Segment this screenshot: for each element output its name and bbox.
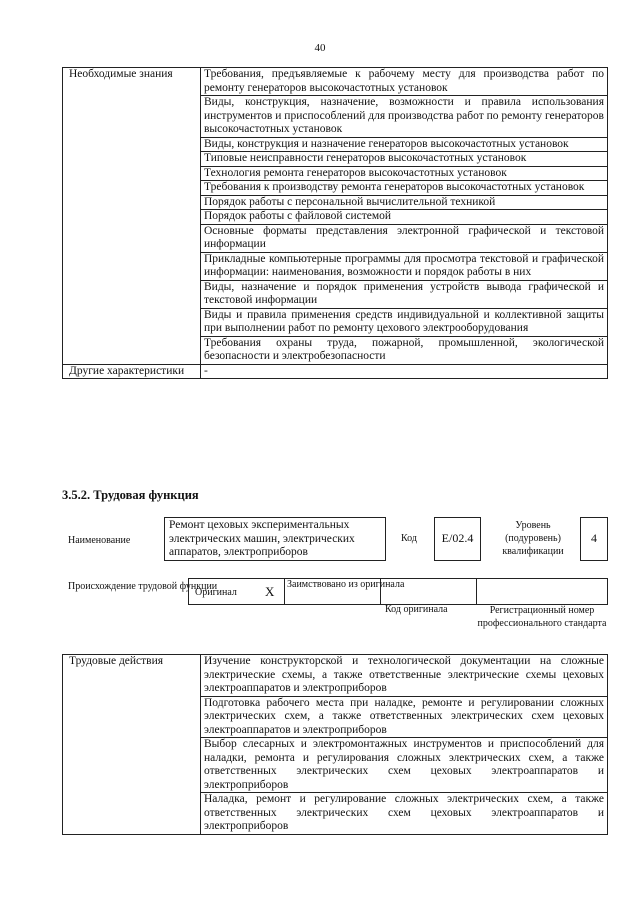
name-label: Наименование [68, 535, 131, 546]
other-value: - [201, 364, 608, 379]
level-label: Уровень (подуровень) квалификации [502, 520, 564, 557]
table-row [63, 364, 608, 379]
action-item: Наладка, ремонт и регулирование сложных электрических схем, а также ответственных электрических схем цеховых электроаппаратов и электроприборов [201, 793, 608, 835]
section-heading: 3.5.2. Трудовая функция [62, 488, 199, 502]
knowledge-item: Основные форматы представления электронной графической и текстовой информации [201, 224, 608, 252]
knowledge-item: Технология ремонта генераторов высокочастотных установок [201, 166, 608, 181]
origin-mark: X [265, 584, 275, 599]
table-row [63, 655, 608, 697]
knowledge-item: Требования охраны труда, пожарной, промышленной, экологической безопасности и электробезопасности [201, 336, 608, 364]
other-label: Другие характеристики [63, 364, 201, 379]
knowledge-label: Необходимые знания [63, 68, 201, 365]
reg-number-label: Регистрационный номер профессионального стандарта [477, 605, 607, 629]
origin-borrowed: Заимствовано из оригинала [287, 579, 405, 590]
knowledge-item: Виды, конструкция и назначение генераторов высокочастотных установок [201, 137, 608, 152]
name-value: Ремонт цеховых экспериментальных электрических машин, электрических аппаратов, электроприборов [164, 517, 386, 561]
knowledge-table [62, 67, 608, 379]
origin-label: Происхождение трудовой функции [68, 581, 218, 592]
knowledge-item: Виды, назначение и порядок применения устройств вывода графической и текстовой информации [201, 280, 608, 308]
knowledge-item: Виды и правила применения средств индивидуальной и коллективной защиты при выполнении работ по ремонту цехового электрооборудования [201, 308, 608, 336]
level-value: 4 [580, 517, 608, 561]
actions-label: Трудовые действия [63, 655, 201, 835]
action-item: Изучение конструкторской и технологической документации на сложные электрические схемы, а также ответственные электрические схемы цеховых электроаппаратов и электроприборов [201, 655, 608, 697]
knowledge-rows [63, 68, 608, 379]
code-original-label: Код оригинала [385, 604, 448, 615]
knowledge-item: Порядок работы с файловой системой [201, 210, 608, 225]
knowledge-item: Типовые неисправности генераторов высокочастотных установок [201, 152, 608, 167]
code-value: E/02.4 [434, 517, 481, 561]
action-item: Подготовка рабочего места при наладке, ремонте и регулировании сложных электрических схем, а также ответственных электрических схем цеховых электроаппаратов и электроприборов [201, 696, 608, 738]
knowledge-item: Требования к производству ремонта генераторов высокочастотных установок [201, 181, 608, 196]
page-number: 40 [314, 42, 326, 54]
origin-original: Оригинал [195, 587, 237, 598]
origin-row [188, 578, 608, 605]
knowledge-item: Требования, предъявляемые к рабочему месту для производства работ по ремонту генераторов высокочастотных установок [201, 68, 608, 96]
code-label: Код [401, 533, 417, 544]
knowledge-item: Виды, конструкция, назначение, возможности и правила использования инструментов и приспособлений для производства работ по ремонту генераторов высокочастотных установок [201, 96, 608, 138]
knowledge-item: Порядок работы с персональной вычислительной техникой [201, 195, 608, 210]
action-item: Выбор слесарных и электромонтажных инструментов и приспособлений для наладки, ремонта и регулирования сложных электрических схем, а также ответственных электрических схем цеховых электроаппаратов и электроприборов [201, 738, 608, 793]
actions-rows [63, 655, 608, 835]
actions-table [62, 654, 608, 835]
table-row [63, 68, 608, 96]
knowledge-item: Прикладные компьютерные программы для просмотра текстовой и графической информации: наименования, возможности и порядок работы в них [201, 252, 608, 280]
